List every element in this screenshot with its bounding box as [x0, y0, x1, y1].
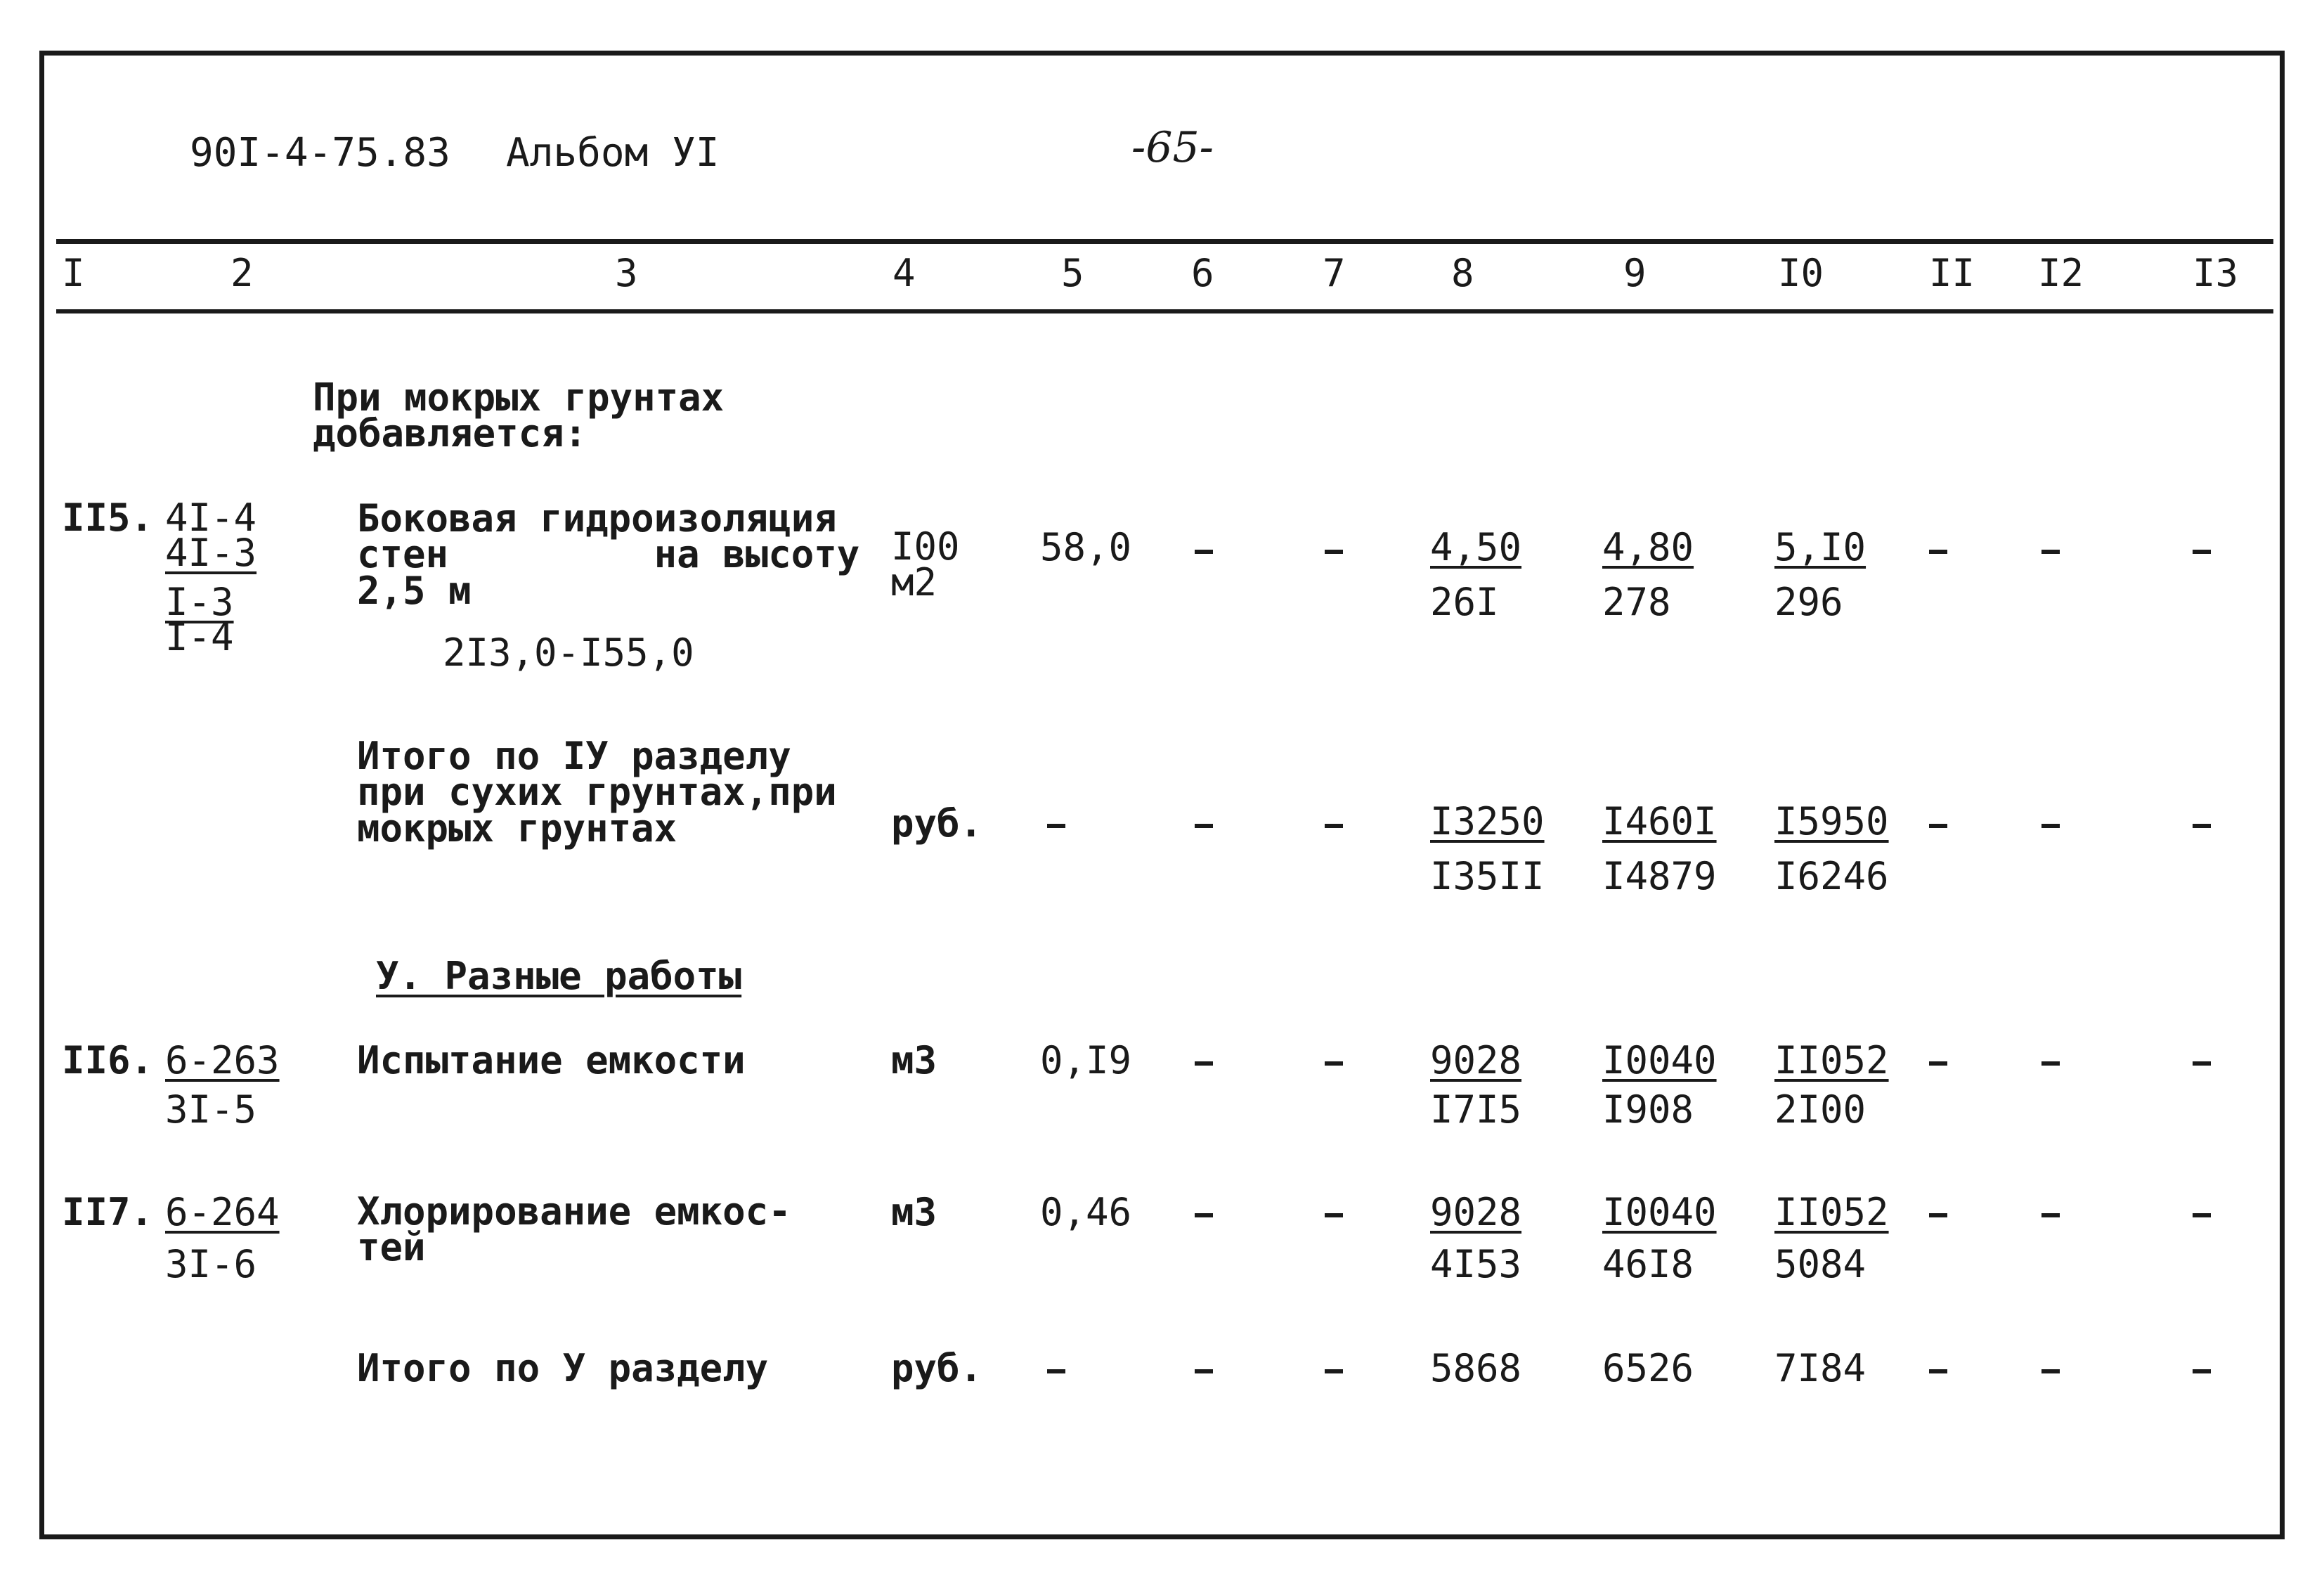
col-header-9: 9: [1623, 251, 1647, 295]
dash: [2041, 1061, 2060, 1066]
col-header-3: 3: [615, 251, 638, 295]
value-col10-top: II052: [1774, 1190, 1889, 1234]
quantity: 0,46: [1040, 1190, 1132, 1234]
quantity: 58,0: [1040, 525, 1132, 569]
section-heading: У. Разные работы: [376, 954, 742, 998]
dash: [2193, 550, 2211, 554]
header-rule-bottom: [56, 309, 2273, 313]
dash: [2041, 1213, 2060, 1217]
norm-code: 4I-3: [165, 531, 257, 575]
dash: [2041, 824, 2060, 828]
dash: [1325, 1061, 1343, 1066]
dash: [1325, 824, 1343, 828]
value-col10-bottom: 296: [1774, 580, 1843, 624]
unit: м3: [891, 1190, 937, 1234]
unit: м3: [891, 1038, 937, 1082]
dash: [1929, 1213, 1947, 1217]
unit: I00 м2: [891, 524, 960, 605]
dash: [2041, 550, 2060, 554]
norm-code: 6-263: [165, 1038, 280, 1082]
value-col8-top: 4,50: [1430, 525, 1522, 569]
value-col10-bottom: I6246: [1774, 854, 1889, 898]
dash: [2193, 1213, 2211, 1217]
value-col8-bottom: 26I: [1430, 580, 1499, 624]
norm-code: I-3: [165, 580, 234, 624]
dash: [1195, 1061, 1213, 1066]
dash: [1929, 824, 1947, 828]
value-col9-bottom: 278: [1602, 580, 1671, 624]
dash: [1047, 1369, 1065, 1373]
col-header-7: 7: [1323, 251, 1346, 295]
value-col10: 7I84: [1774, 1346, 1867, 1390]
col-header-5: 5: [1061, 251, 1084, 295]
value-col10-bottom: 5084: [1774, 1242, 1867, 1286]
dash: [1195, 550, 1213, 554]
col-header-8: 8: [1451, 251, 1474, 295]
dash: [1195, 1213, 1213, 1217]
value-col9-top: I0040: [1602, 1038, 1717, 1082]
work-description: Испытание емкости: [357, 1038, 746, 1082]
value-col8-bottom: I7I5: [1430, 1087, 1522, 1132]
dash: [1929, 1061, 1947, 1066]
value-col9-top: I460I: [1602, 799, 1717, 843]
dash: [1325, 1369, 1343, 1373]
intro-text: При мокрых грунтах добавляется:: [313, 375, 725, 456]
dash: [1325, 1213, 1343, 1217]
norm-code: 6-264: [165, 1190, 280, 1234]
col-header-11: II: [1929, 251, 1975, 295]
norm-code: 4I-4: [165, 496, 257, 540]
norm-code: 3I-6: [165, 1242, 257, 1286]
formula: 2I3,0-I55,0: [443, 630, 694, 675]
value-col9-top: 4,80: [1602, 525, 1694, 569]
norm-code: 3I-5: [165, 1087, 257, 1132]
dash: [1325, 550, 1343, 554]
col-header-10: I0: [1778, 251, 1824, 295]
value-col10-top: II052: [1774, 1038, 1889, 1082]
value-col9-bottom: I4879: [1602, 854, 1717, 898]
value-col9-top: I0040: [1602, 1190, 1717, 1234]
value-col10-top: 5,I0: [1774, 525, 1867, 569]
value-col8-top: I3250: [1430, 799, 1545, 843]
work-description: Боковая гидроизоляция стен на высоту 2,5 м: [357, 496, 860, 613]
value-col9-bottom: I908: [1602, 1087, 1694, 1132]
value-col8-bottom: I35II: [1430, 854, 1545, 898]
value-col9: 6526: [1602, 1346, 1694, 1390]
unit: руб.: [891, 801, 983, 846]
dash: [1929, 1369, 1947, 1373]
value-col8-top: 9028: [1430, 1190, 1522, 1234]
album-label: Альбом УI: [506, 130, 720, 176]
row-number: II7.: [62, 1190, 154, 1234]
value-col8-bottom: 4I53: [1430, 1242, 1522, 1286]
dash: [1195, 1369, 1213, 1373]
col-header-2: 2: [231, 251, 254, 295]
dash: [2041, 1369, 2060, 1373]
dash: [2193, 1369, 2211, 1373]
quantity: 0,I9: [1040, 1038, 1132, 1082]
value-col9-bottom: 46I8: [1602, 1242, 1694, 1286]
dash: [1929, 550, 1947, 554]
col-header-12: I2: [2038, 251, 2084, 295]
dash: [2193, 824, 2211, 828]
dash: [2193, 1061, 2211, 1066]
col-header-13: I3: [2193, 251, 2239, 295]
doc-code: 90I-4-75.83: [190, 130, 450, 176]
norm-code: I-4: [165, 615, 234, 659]
col-header-6: 6: [1191, 251, 1214, 295]
unit: руб.: [891, 1346, 983, 1390]
value-col8-top: 9028: [1430, 1038, 1522, 1082]
work-description: Хлорирование емкос- тей: [357, 1189, 791, 1270]
value-col8: 5868: [1430, 1346, 1522, 1390]
dash: [1047, 824, 1065, 828]
value-col10-bottom: 2I00: [1774, 1087, 1867, 1132]
value-col10-top: I5950: [1774, 799, 1889, 843]
dash: [1195, 824, 1213, 828]
section-total-description: Итого по IУ разделу при сухих грунтах,при мокрых грунтах: [357, 734, 837, 851]
row-number: II6.: [62, 1038, 154, 1082]
section-total-description: Итого по У разделу: [357, 1346, 769, 1390]
header-rule-top: [56, 239, 2273, 244]
col-header-1: I: [62, 251, 85, 295]
row-number: II5.: [62, 496, 154, 540]
col-header-4: 4: [892, 251, 916, 295]
page-number: -65-: [1131, 123, 1214, 172]
